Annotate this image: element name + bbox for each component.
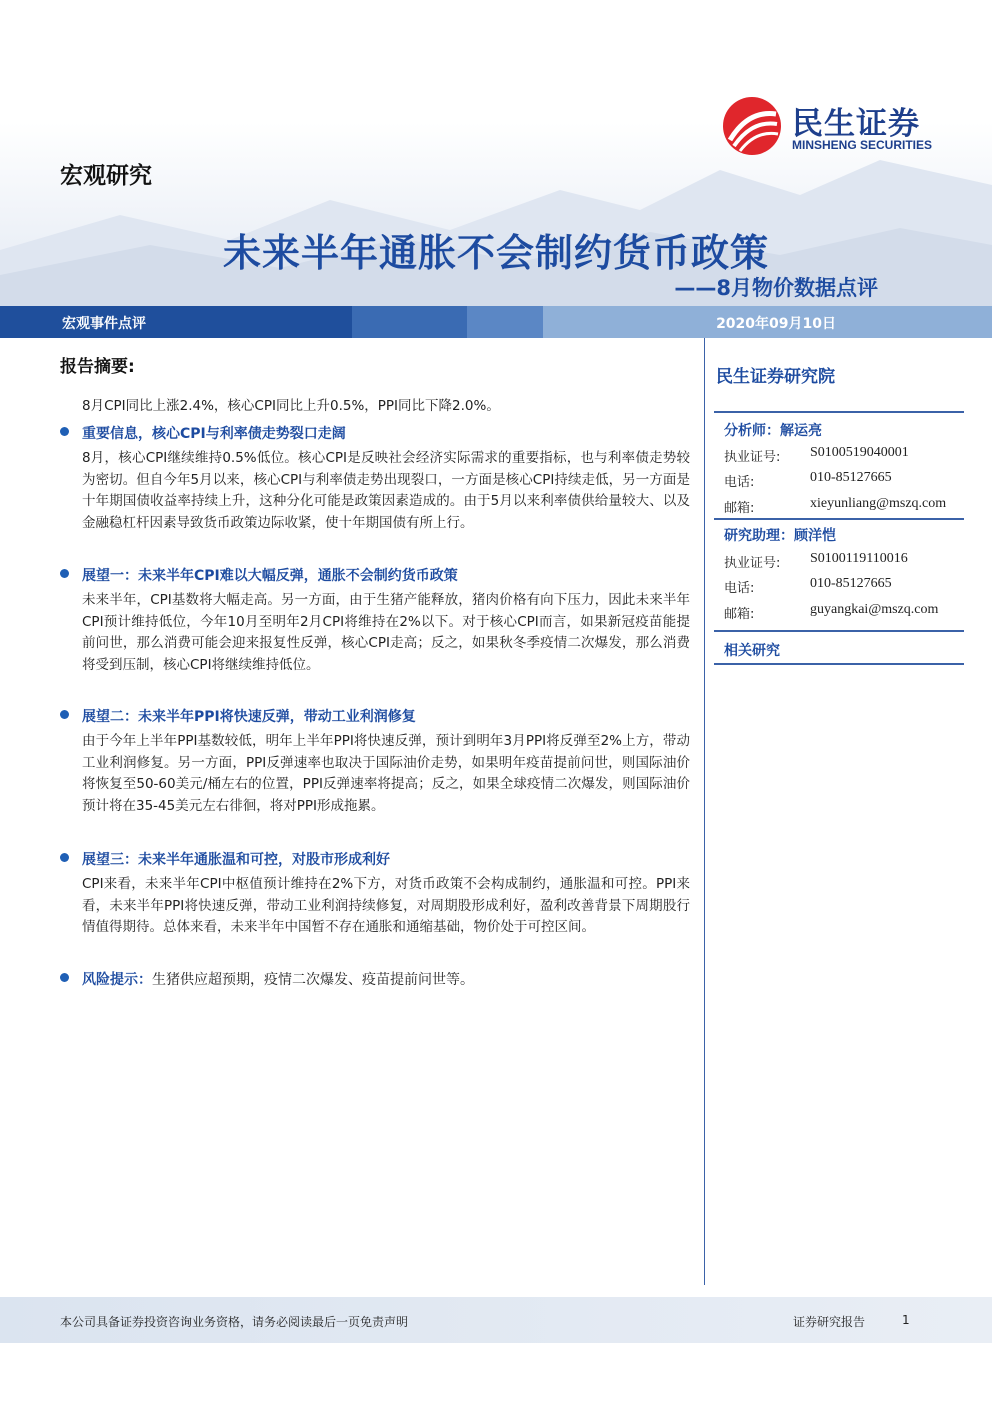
analyst-license-value: S0100519040001 [810,445,909,460]
analyst-heading: 分析师：解运亮 [724,423,822,439]
summary-lead: 8月CPI同比上涨2.4%，核心CPI同比上升0.5%，PPI同比下降2.0%。 [82,398,500,414]
report-date: 2020年09月10日 [716,316,836,332]
section-heading: 展望二：未来半年PPI将快速反弹，带动工业利润修复 [82,709,416,725]
analyst-phone-label: 电话: [724,475,755,490]
brand-logo [722,96,962,156]
info-bar [0,306,992,338]
section-heading: 重要信息，核心CPI与利率债走势裂口走阔 [82,426,346,442]
section-body: CPI来看，未来半年CPI中枢值预计维持在2%下方，对货币政策不会构成制约，通胀温和可控。PPI来看，未来半年PPI将快速反弹，带动工业利润持续修复，对周期股形成利好，盈利改善背景下周期股行情值得期待。总体来看，未来半年中国暂不存在通胀和通缩基础，物价处于可控区间。 [82,876,690,936]
brand-name-cn: 民生证券 [792,106,920,142]
section-body: 8月，核心CPI继续维持0.5%低位。核心CPI是反映社会经济实际需求的重要指标，也与利率债走势较为密切。但自今年5月以来，核心CPI与利率债走势出现裂口，一方面是核心CPI持续走低，另一方面是十年期国债收益率持续上升，这种分化可能是政策因素造成的。由于5月以来利率债供给量较大、以及金融稳杠杆因素导致货币政策边际收紧，使十年期国债有所上行。 [82,450,690,532]
report-type-label: 宏观事件点评 [62,316,146,332]
related-research-heading: 相关研究 [724,643,780,659]
assistant-email-value[interactable]: guyangkai@mszq.com [810,602,939,617]
brand-name-en: MINSHENG SECURITIES [792,138,933,152]
section-heading: 展望一：未来半年CPI难以大幅反弹，通胀不会制约货币政策 [82,568,458,584]
risk-line [82,969,474,989]
risk-label: 风险提示： [82,972,152,988]
divider [714,663,964,665]
analyst-email-label: 邮箱: [724,501,755,516]
footer-disclaimer: 本公司具备证券投资咨询业务资格，请务必阅读最后一页免责声明 [60,1315,409,1329]
divider [714,630,964,632]
section-body: 由于今年上半年PPI基数较低，明年上半年PPI将快速反弹，预计到明年3月PPI将反弹至2%上方，带动工业利润修复。另一方面，PPI反弹速率也取决于国际油价走势，如果明年疫苗提前问世，则国际油价将恢复至50-60美元/桶左右的位置，PPI反弹速率将提高；反之，如果全球疫情二次爆发，则国际油价预计将在35-45美元左右徘徊，将对PPI形成拖累。 [82,733,690,815]
column-divider [704,338,705,1285]
analyst-license-label: 执业证号: [724,450,781,465]
assistant-phone-label: 电话: [724,581,755,596]
analyst-phone-value: 010-85127665 [810,470,892,485]
logo-mark-icon [722,96,782,156]
footer-doc-type: 证券研究报告 [793,1315,866,1329]
institute-name: 民生证券研究院 [716,367,835,387]
bullet-icon [60,710,69,719]
summary-heading: 报告摘要: [60,357,135,377]
analyst-email-value[interactable]: xieyunliang@mszq.com [810,496,947,511]
assistant-phone-value: 010-85127665 [810,576,892,591]
report-subtitle: ——8月物价数据点评 [674,276,878,300]
assistant-email-label: 邮箱: [724,607,755,622]
page-number: 1 [902,1313,910,1327]
report-category: 宏观研究 [60,163,152,189]
section-heading: 展望三：未来半年通胀温和可控，对股市形成利好 [82,852,390,868]
bullet-icon [60,973,69,982]
section-body: 未来半年，CPI基数将大幅走高。另一方面，由于生猪产能释放，猪肉价格有向下压力，因此未来半年CPI预计维持低位，今年10月至明年2月CPI将维持在2%以下。对于核心CPI而言，如果新冠疫苗能提前问世，那么消费可能会迎来报复性反弹，核心CPI走高；反之，如果秋冬季疫情二次爆发，那么消费将受到压制，核心CPI将继续维持低位。 [82,592,690,674]
assistant-license-value: S0100119110016 [810,551,908,566]
bullet-icon [60,569,69,578]
assistant-heading: 研究助理：顾洋恺 [724,528,836,544]
divider [714,518,964,520]
divider [714,411,964,413]
assistant-license-label: 执业证号: [724,556,781,571]
report-title: 未来半年通胀不会制约货币政策 [222,231,769,275]
bullet-icon [60,853,69,862]
risk-text: 生猪供应超预期，疫情二次爆发、疫苗提前问世等。 [152,972,474,988]
bullet-icon [60,427,69,436]
